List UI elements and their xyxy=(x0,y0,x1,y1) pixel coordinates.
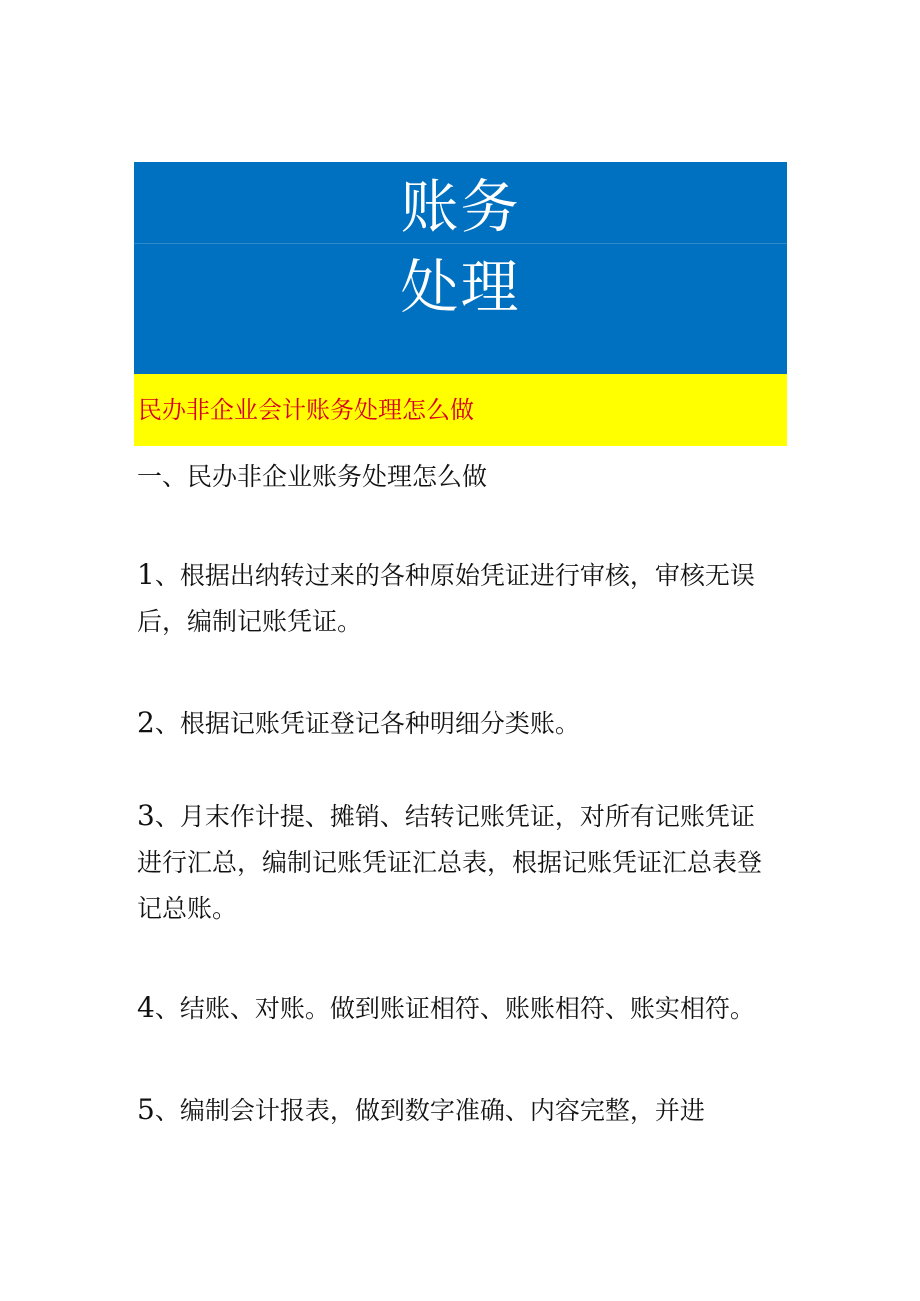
paragraph-line: 记总账。 xyxy=(137,894,238,923)
paragraph-item-1 xyxy=(137,552,797,645)
paragraph-line: 进行汇总，编制记账凭证汇总表，根据记账凭证汇总表登 xyxy=(137,848,763,877)
item-number: 5 xyxy=(137,1093,155,1126)
paragraph-item-2 xyxy=(137,700,797,747)
paragraph-line xyxy=(137,985,797,1032)
paragraph-item-3 xyxy=(137,793,797,932)
subtitle-bar xyxy=(134,374,787,446)
paragraph-item-4 xyxy=(137,985,797,1032)
paragraph-line xyxy=(137,793,797,840)
item-number: 1 xyxy=(137,558,155,591)
title-banner xyxy=(134,162,787,374)
item-text: 、根据记账凭证登记各种明细分类账。 xyxy=(154,709,580,738)
paragraph-line xyxy=(137,1087,797,1134)
paragraph-item-5 xyxy=(137,1087,797,1134)
banner-divider xyxy=(134,243,787,244)
item-number: 4 xyxy=(137,991,155,1024)
section-heading: 一、民办非企业账务处理怎么做 xyxy=(137,462,488,491)
item-number: 3 xyxy=(137,799,155,832)
paragraph-line: 后，编制记账凭证。 xyxy=(137,607,363,636)
banner-title-line-2: 处理 xyxy=(400,253,521,321)
item-text: 、结账、对账。做到账证相符、账账相符、账实相符。 xyxy=(154,994,755,1023)
subtitle-text: 民办非企业会计账务处理怎么做 xyxy=(138,396,474,424)
item-text: 、编制会计报表，做到数字准确、内容完整，并进 xyxy=(154,1096,705,1125)
item-number: 2 xyxy=(137,706,155,739)
paragraph-line xyxy=(137,700,797,747)
item-text: 、月末作计提、摊销、结转记账凭证，对所有记账凭证 xyxy=(154,802,755,831)
banner-title-line-1: 账务 xyxy=(400,173,521,241)
paragraph-line xyxy=(137,552,797,599)
item-text: 、根据出纳转过来的各种原始凭证进行审核，审核无误 xyxy=(154,561,755,590)
